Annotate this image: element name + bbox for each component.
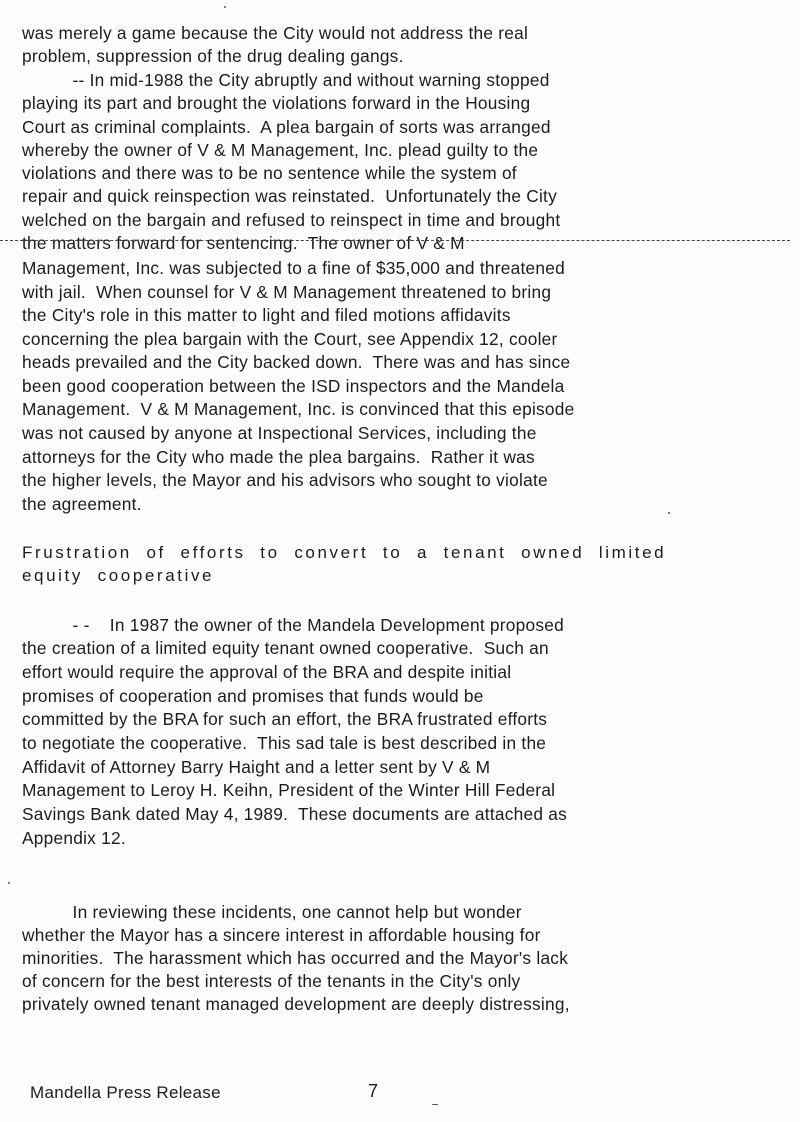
text-line: welched on the bargain and refused to reinspect in time and brought (22, 210, 561, 230)
text-line: violations and there was to be no sentence while the system of (22, 163, 517, 183)
text-line: privately owned tenant managed development are deeply distressing, (22, 994, 570, 1014)
text-line: the creation of a limited equity tenant owned cooperative. Such an (22, 638, 549, 658)
text-line: whereby the owner of V & M Management, Inc. plead guilty to the (22, 140, 539, 160)
strikethrough-mark (0, 240, 790, 241)
text-line: minorities. The harassment which has occurred and the Mayor's lack (22, 948, 569, 968)
text-line: Management, Inc. was subjected to a fine of $35,000 and threatened (22, 258, 565, 278)
text-line: been good cooperation between the ISD inspectors and the Mandela (22, 376, 565, 396)
text-line: problem, suppression of the drug dealing gangs. (22, 46, 404, 66)
scan-speck (224, 6, 226, 8)
text-line: Affidavit of Attorney Barry Haight and a letter sent by V & M (22, 757, 491, 777)
text-line: Management to Leroy H. Keihn, President of the Winter Hill Federal (22, 780, 556, 800)
text-line: of concern for the best interests of the tenants in the City's only (22, 971, 521, 991)
text-line: promises of cooperation and promises that funds would be (22, 686, 484, 706)
text-line: repair and quick reinspection was reinstated. Unfortunately the City (22, 186, 557, 206)
heading-line: equity cooperative (22, 566, 215, 585)
text-line: Savings Bank dated May 4, 1989. These documents are attached as (22, 804, 568, 824)
text-line: playing its part and brought the violations forward in the Housing (22, 93, 531, 113)
footer-title: Mandella Press Release (30, 1083, 221, 1102)
scan-speck (668, 512, 670, 514)
text-line: -- In mid-1988 the City abruptly and without warning stopped (22, 70, 550, 90)
page-number: 7 (368, 1081, 379, 1101)
text-line: attorneys for the City who made the plea bargains. Rather it was (22, 447, 535, 467)
text-line: the matters forward for sentencing. The owner of V & M (22, 233, 465, 253)
text-line: In reviewing these incidents, one cannot help but wonder (22, 902, 522, 922)
text-line: with jail. When counsel for V & M Management threatened to bring (22, 282, 552, 302)
text-line: Management. V & M Management, Inc. is convinced that this episode (22, 399, 575, 419)
text-line: was not caused by anyone at Inspectional Services, including the (22, 423, 537, 443)
text-line: was merely a game because the City would not address the real (22, 23, 529, 43)
text-line: Court as criminal complaints. A plea bargain of sorts was arranged (22, 117, 551, 137)
text-line: - - In 1987 the owner of the Mandela Development proposed (22, 615, 564, 635)
scan-speck (432, 1104, 438, 1105)
heading-line: Frustration of efforts to convert to a tenant owned limited (22, 543, 667, 562)
text-line: Appendix 12. (22, 828, 126, 848)
text-line: the City's role in this matter to light and filed motions affidavits (22, 305, 511, 325)
text-line: concerning the plea bargain with the Court, see Appendix 12, cooler (22, 329, 558, 349)
scan-speck (8, 882, 10, 884)
text-line: heads prevailed and the City backed down. There was and has since (22, 352, 571, 372)
text-line: the higher levels, the Mayor and his advisors who sought to violate (22, 470, 548, 490)
text-line: the agreement. (22, 494, 142, 514)
text-line: to negotiate the cooperative. This sad tale is best described in the (22, 733, 547, 753)
text-line: effort would require the approval of the BRA and despite initial (22, 662, 512, 682)
text-line: whether the Mayor has a sincere interest in affordable housing for (22, 925, 541, 945)
text-line: committed by the BRA for such an effort, the BRA frustrated efforts (22, 709, 548, 729)
